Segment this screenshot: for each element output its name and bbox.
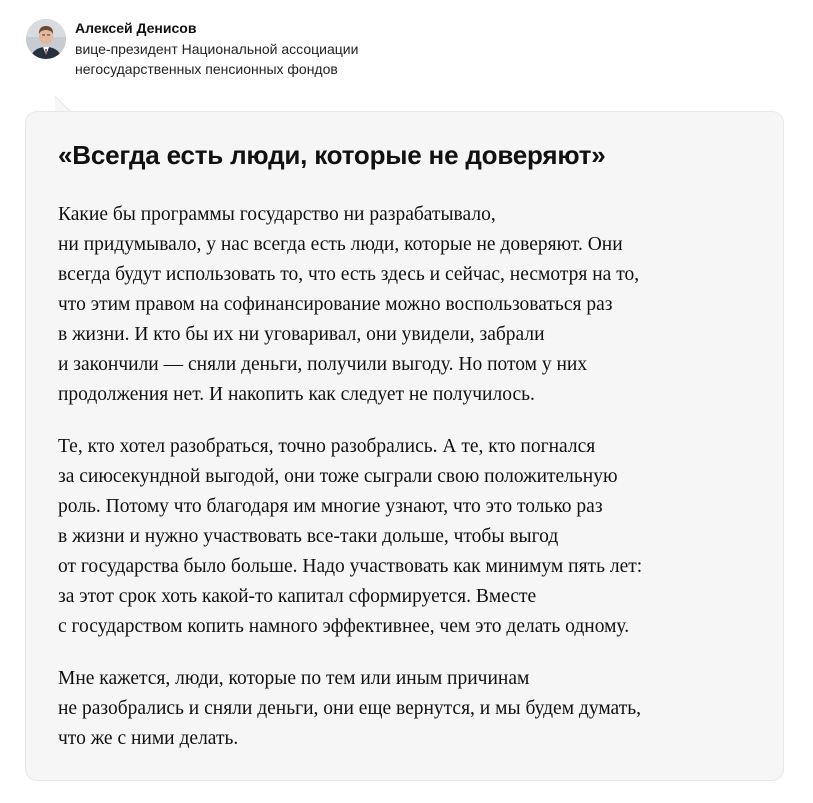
person-photo-icon xyxy=(26,19,66,59)
quote-card xyxy=(25,111,784,781)
quote-title: «Всегда есть люди, которые не доверяют» xyxy=(58,140,606,170)
text-line: Какие бы программы государство ни разрабатывало, xyxy=(58,204,496,225)
text-line: что этим правом на софинансирование можно воспользоваться раз xyxy=(58,294,613,315)
text-line: за этот срок хоть какой-то капитал сформируется. Вместе xyxy=(58,586,537,607)
author-role-line: вице-президент Национальной ассоциации xyxy=(75,41,359,57)
text-line: продолжения нет. И накопить как следует не получилось. xyxy=(58,384,535,405)
author-name: Алексей Денисов xyxy=(75,20,197,36)
author-role xyxy=(75,39,435,79)
text-line: всегда будут использовать то, что есть здесь и сейчас, несмотря на то, xyxy=(58,264,640,285)
quote-body xyxy=(58,200,758,776)
author-text xyxy=(75,18,435,79)
speech-bubble-tail xyxy=(55,96,71,112)
text-line: не разобрались и сняли деньги, они еще вернутся, и мы будем думать, xyxy=(58,698,641,719)
text-line: что же с ними делать. xyxy=(58,728,239,749)
quote-paragraph xyxy=(58,664,758,754)
quote-paragraph xyxy=(58,200,758,410)
author-role-line: негосударственных пенсионных фондов xyxy=(75,61,338,77)
text-line: ни придумывало, у нас всегда есть люди, которые не доверяют. Они xyxy=(58,234,623,255)
text-line: в жизни. И кто бы их ни уговаривал, они увидели, забрали xyxy=(58,324,545,345)
text-line: Те, кто хотел разобраться, точно разобрались. А те, кто погнался xyxy=(58,436,596,457)
text-line: Мне кажется, люди, которые по тем или иным причинам xyxy=(58,668,530,689)
text-line: роль. Потому что благодаря им многие узнают, что это только раз xyxy=(58,496,603,517)
text-line: с государством копить намного эффективнее, чем это делать одному. xyxy=(58,616,630,637)
author-avatar xyxy=(26,19,66,59)
text-line: за сиюсекундной выгодой, они тоже сыграли свою положительную xyxy=(58,466,618,487)
text-line: от государства было больше. Надо участвовать как минимум пять лет: xyxy=(58,556,643,577)
quote-paragraph xyxy=(58,432,758,642)
text-line: в жизни и нужно участвовать все-таки дольше, чтобы выгод xyxy=(58,526,559,547)
text-line: и закончили — сняли деньги, получили выгоду. Но потом у них xyxy=(58,354,588,375)
author-block xyxy=(26,18,435,79)
